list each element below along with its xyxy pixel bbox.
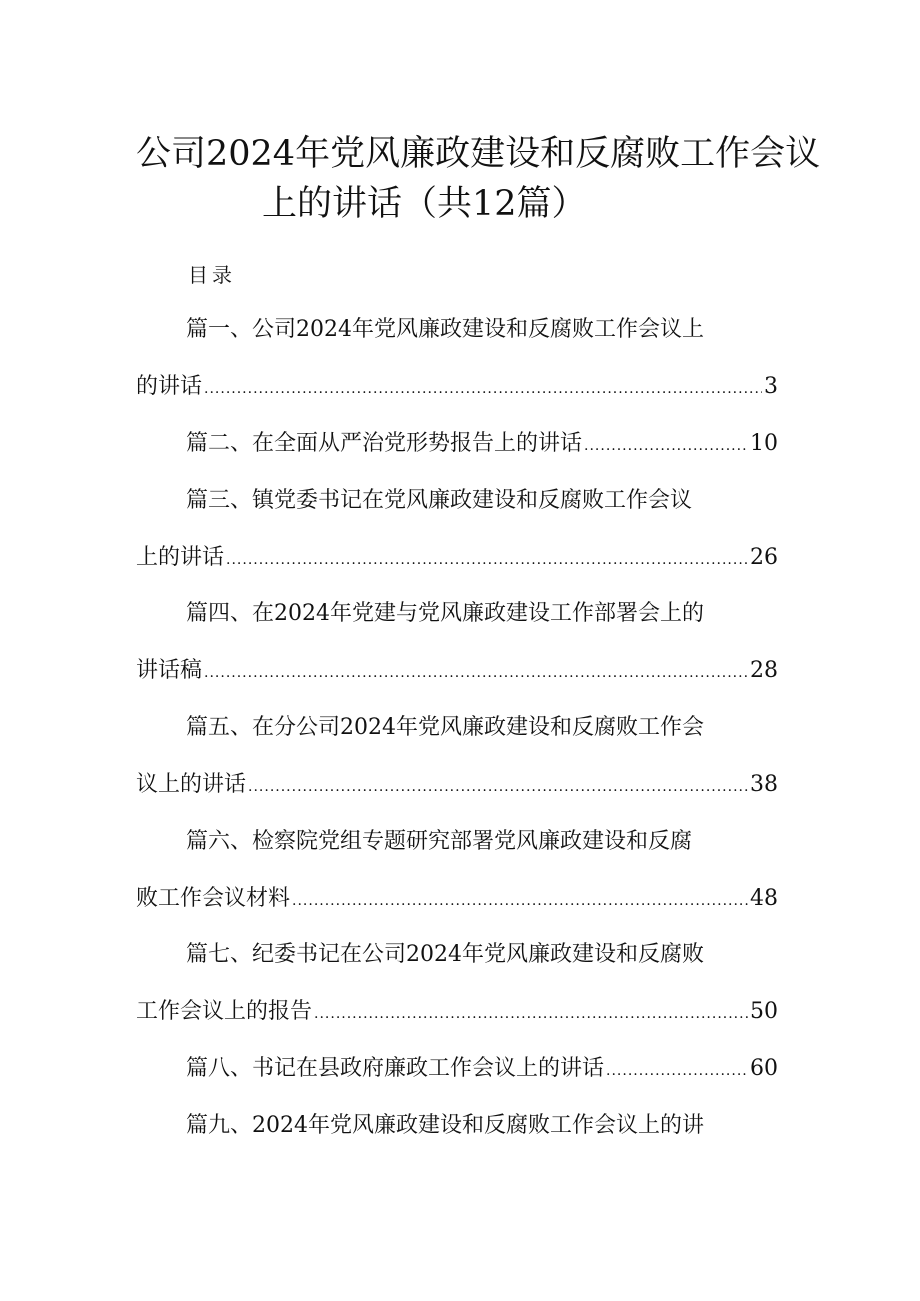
toc-entry-text: 讲话稿 (136, 658, 203, 683)
dot-leader (248, 772, 748, 802)
dot-leader (226, 545, 748, 575)
toc-entry-4-line-2[interactable] (136, 656, 778, 688)
dot-leader (204, 658, 748, 688)
toc-page-number: 38 (750, 772, 778, 797)
toc-entry-text: 的讲话 (136, 374, 203, 399)
toc-label: 目录 (188, 263, 236, 287)
toc-entry-4-line-1[interactable]: 篇四、在2024年党建与党风廉政建设工作部署会上的 (186, 601, 704, 626)
toc-entry-9-line-1[interactable]: 篇九、2024年党风廉政建设和反腐败工作会议上的讲 (186, 1113, 704, 1138)
dot-leader (584, 431, 748, 461)
toc-entry-6-line-1[interactable]: 篇六、检察院党组专题研究部署党风廉政建设和反腐 (186, 829, 693, 854)
document-title-line-2: 上的讲话（共12篇） (262, 184, 587, 224)
toc-entry-1-line-2[interactable] (136, 372, 778, 404)
toc-entry-3-line-2[interactable] (136, 543, 778, 575)
dot-leader (314, 999, 748, 1029)
toc-entry-5-line-1[interactable]: 篇五、在分公司2024年党风廉政建设和反腐败工作会 (186, 715, 704, 740)
toc-page-number: 10 (750, 431, 778, 456)
toc-page-number: 50 (750, 999, 778, 1024)
toc-entry-7-line-2[interactable] (136, 997, 778, 1029)
toc-page-number: 28 (750, 658, 778, 683)
dot-leader (292, 886, 748, 916)
toc-page-number: 3 (764, 374, 778, 399)
toc-page-number: 48 (750, 886, 778, 911)
document-title-line-1: 公司2024年党风廉政建设和反腐败工作会议 (136, 134, 821, 174)
toc-page-number: 60 (750, 1056, 778, 1081)
toc-entry-8[interactable] (186, 1054, 778, 1086)
toc-entry-text: 败工作会议材料 (136, 886, 291, 911)
toc-entry-1-line-1[interactable]: 篇一、公司2024年党风廉政建设和反腐败工作会议上 (186, 317, 704, 342)
toc-page-number: 26 (750, 545, 778, 570)
toc-entry-text: 上的讲话 (136, 545, 225, 570)
toc-entry-5-line-2[interactable] (136, 770, 778, 802)
toc-entry-text: 篇二、在全面从严治党形势报告上的讲话 (186, 431, 583, 456)
dot-leader (606, 1056, 748, 1086)
toc-entry-text: 议上的讲话 (136, 772, 247, 797)
dot-leader (204, 374, 762, 404)
toc-entry-text: 工作会议上的报告 (136, 999, 313, 1024)
toc-entry-7-line-1[interactable]: 篇七、纪委书记在公司2024年党风廉政建设和反腐败 (186, 942, 704, 967)
toc-entry-text: 篇八、书记在县政府廉政工作会议上的讲话 (186, 1056, 605, 1081)
toc-entry-3-line-1[interactable]: 篇三、镇党委书记在党风廉政建设和反腐败工作会议 (186, 488, 693, 513)
toc-entry-2[interactable] (186, 429, 778, 461)
toc-entry-6-line-2[interactable] (136, 884, 778, 916)
